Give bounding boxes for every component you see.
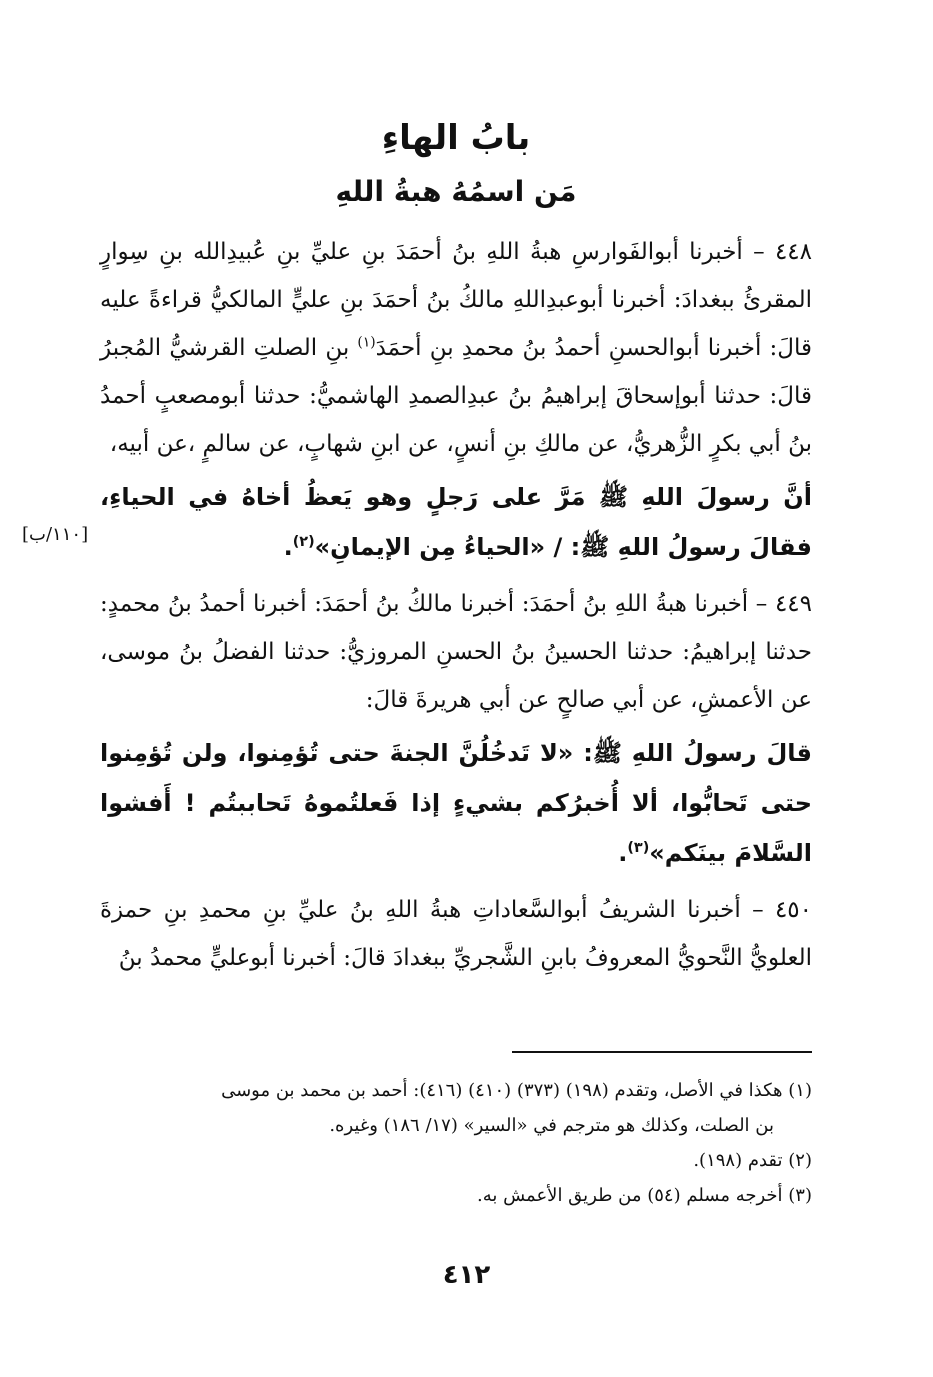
page-body xyxy=(22,110,812,986)
entry-448-hadith-block xyxy=(22,472,812,572)
entry-448-hadith: أنَّ رسولَ اللهِ ﷺ مَرَّ على رَجلٍ وهو يَعظُ أخاهُ في الحياءِ، فقالَ رسولُ اللهِ ﷺ: / «الحياءُ مِن الإيمانِ»$^{(٢)}$. xyxy=(100,483,812,561)
footnote-divider xyxy=(512,1051,812,1053)
footnote-ref-2[interactable]: (٢) xyxy=(292,534,315,550)
footnote-ref-3[interactable]: (٣) xyxy=(627,840,650,856)
entry-448-text-cont: بنِ الصلتِ القرشيُّ المُجبرُ قالَ: حدثنا أبوإسحاقَ إبراهيمُ بنُ عبدِالصمدِ الهاشميُّ: حدثنا أبومصعبٍ أحمدُ بنُ أبي بكرٍ الزُّهريُّ، عن مالكِ بنِ أنسٍ، عن ابنِ شهابٍ، عن سالمٍ ،عن أبيه، xyxy=(100,335,812,457)
footnote-ref-1[interactable]: (١) xyxy=(357,334,376,351)
footnote-1: (١) هكذا في الأصل، وتقدم (١٩٨) (٣٧٣) (٤١٠) (٤١٦): أحمد بن محمد بن موسى xyxy=(221,1080,812,1101)
entry-448-isnad xyxy=(100,228,812,468)
entry-450-isnad: ٤٥٠ – أخبرنا الشريفُ أبوالسَّعاداتِ هبةُ اللهِ بنُ عليِّ بنِ محمدِ بنِ حمزةَ العلويُّ النَّحويُّ المعروفُ بابنِ الشَّجريِّ ببغدادَ قالَ: أخبرنا أبوعليٍّ محمدُ بنُ xyxy=(100,897,812,971)
entry-448-hadith-text: أنَّ رسولَ اللهِ ﷺ مَرَّ على رَجلٍ وهو يَعظُ أخاهُ في الحياءِ، فقالَ رسولُ اللهِ ﷺ: / «الحياءُ مِن الإيمانِ» xyxy=(100,483,812,561)
footnote-2: (٢) تقدم (١٩٨). xyxy=(693,1150,812,1171)
entry-449-isnad: ٤٤٩ – أخبرنا هبةُ اللهِ بنُ أحمَدَ: أخبرنا مالكُ بنُ أحمَدَ: أخبرنا أحمدُ بنُ محمدٍ: حدثنا إبراهيمُ: حدثنا الحسينُ بنُ الحسنِ المروزيُّ: حدثنا الفضلُ بنُ موسى، عن الأعمشِ، عن أبي صالحٍ عن أبي هريرةَ قالَ: xyxy=(100,591,812,713)
entry-449-hadith-text: قالَ رسولُ اللهِ ﷺ: «لا تَدخُلُنَّ الجنةَ حتى تُؤمِنوا، ولن تُؤمِنوا حتى تَحابُّوا، ألا أُخبرُكم بشيءٍ إذا فَعلتُموهُ تَحاببتُم ! أَفشوا السَّلامَ بينَكم» xyxy=(100,739,812,867)
footnote-3: (٣) أخرجه مسلم (٥٤) من طريق الأعمش به. xyxy=(476,1185,812,1206)
footnote-1-cont: بن الصلت، وكذلك هو مترجم في «السير» (١٧/ ١٨٦) وغيره. xyxy=(329,1115,774,1136)
entry-449-hadith: قالَ رسولُ اللهِ ﷺ: «لا تَدخُلُنَّ الجنةَ حتى تُؤمِنوا، ولن تُؤمِنوا حتى تَحابُّوا، ألا أُخبرُكم بشيءٍ إذا فَعلتُموهُ تَحاببتُم ! أَفشوا السَّلامَ بينَكم»$^{(٣)}$. xyxy=(100,739,812,867)
section-title: مَن اسمُهُ هبةُ اللهِ xyxy=(335,175,577,208)
footnotes xyxy=(100,1073,812,1213)
entry-448-text: ٤٤٨ – أخبرنا أبوالفَوارسِ هبةُ اللهِ بنُ أحمَدَ بنِ عليِّ بنِ عُبيدِالله بنِ سِوارٍ المقرئُ ببغدادَ: أخبرنا أبوعبدِاللهِ مالكُ بنُ أحمَدَ بنِ عليٍّ المالكيُّ قراءةً عليه قالَ: أخبرنا أبوالحسنِ أحمدُ بنُ محمدِ بنِ أحمَدَ xyxy=(100,239,812,361)
manuscript-folio-note: [١١٠/ب] xyxy=(22,524,89,545)
page-number: ٤١٢ xyxy=(442,1260,491,1290)
chapter-title: بابُ الهاءِ xyxy=(381,118,531,158)
